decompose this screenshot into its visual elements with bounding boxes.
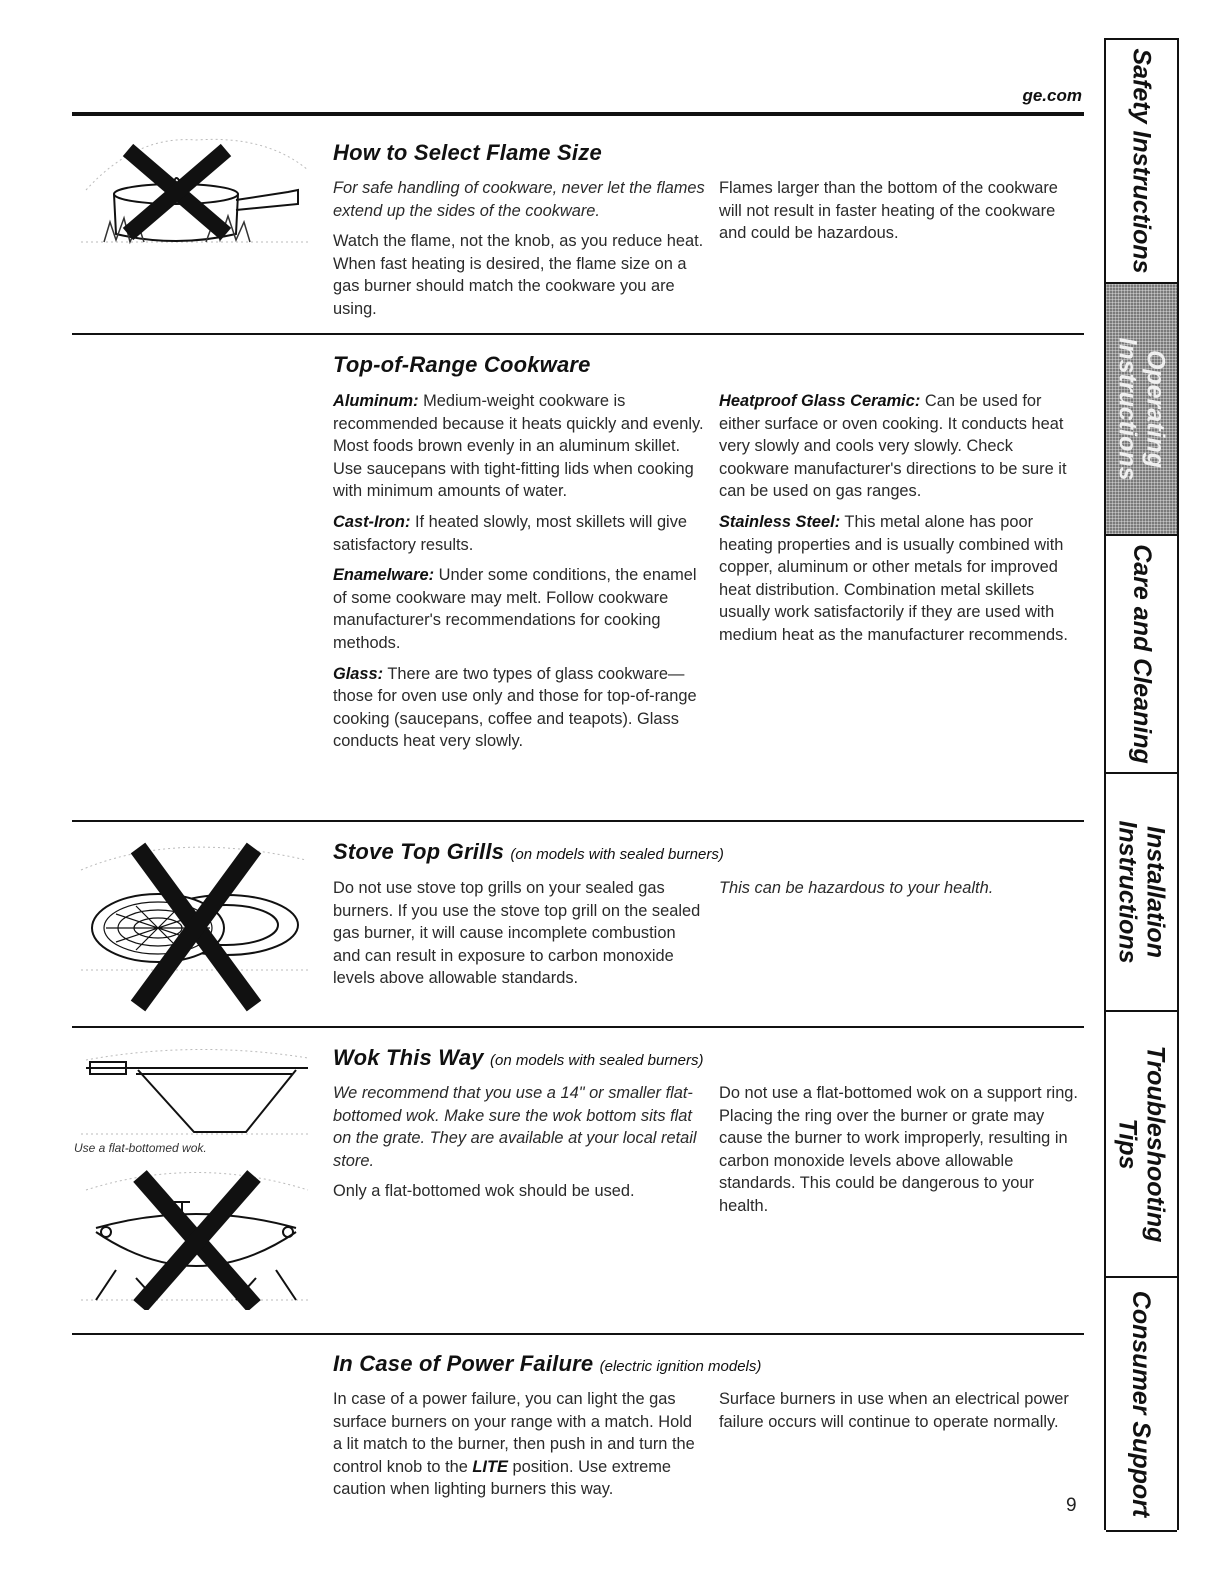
power-right-column bbox=[719, 1388, 1084, 1441]
wok-subtitle: (on models with sealed burners) bbox=[490, 1052, 704, 1069]
tab-label: Troubleshooting bbox=[1141, 1045, 1170, 1243]
castiron-paragraph bbox=[333, 511, 705, 556]
section-title-flame-size: How to Select Flame Size bbox=[333, 140, 602, 165]
aluminum-paragraph bbox=[333, 390, 705, 503]
section-title-cookware: Top-of-Range Cookware bbox=[333, 352, 591, 377]
enamel-text: Under some conditions, the enamel of some cookware may melt. Follow cookware manufacturer's recommendations for cooking methods. bbox=[333, 566, 697, 652]
tab-label-line2: Tips bbox=[1113, 1118, 1142, 1170]
tab-care-and-cleaning[interactable] bbox=[1106, 534, 1177, 772]
tab-troubleshooting-tips[interactable] bbox=[1106, 1010, 1177, 1276]
aluminum-text: Medium-weight cookware is recommended because it heats quickly and evenly. Most foods brown evenly in an aluminum skillet. Use saucepans with tight-fitting lids when cooking with minimum amounts of water. bbox=[333, 392, 704, 501]
page-number: 9 bbox=[1066, 1495, 1077, 1516]
grills-subtitle: (on models with sealed burners) bbox=[510, 846, 724, 863]
flame-right-column bbox=[719, 177, 1084, 253]
wok-only-text: Only a flat-bottomed wok should be used. bbox=[333, 1182, 635, 1201]
tab-safety-instructions[interactable] bbox=[1106, 38, 1177, 282]
section-title-power-failure bbox=[333, 1351, 761, 1377]
flame-too-large-illustration bbox=[76, 130, 316, 248]
steel-term: Stainless Steel: bbox=[719, 512, 841, 531]
castiron-term: Cast-Iron: bbox=[333, 512, 411, 531]
tab-label: Operating bbox=[1141, 349, 1170, 469]
lite-term: LITE bbox=[472, 1457, 508, 1476]
sidebar-tabs bbox=[1104, 38, 1179, 1530]
section-divider bbox=[72, 1333, 1084, 1335]
enamel-paragraph bbox=[333, 564, 705, 654]
flame-left-column bbox=[333, 177, 705, 329]
flat-bottomed-wok-illustration bbox=[76, 1040, 316, 1140]
wok-title: Wok This Way bbox=[333, 1045, 484, 1070]
wok-caption: Use a flat-bottomed wok. bbox=[74, 1141, 207, 1155]
power-title: In Case of Power Failure bbox=[333, 1351, 594, 1376]
power-subtitle: (electric ignition models) bbox=[599, 1358, 762, 1375]
grills-hazard-text: This can be hazardous to your health. bbox=[719, 879, 994, 897]
tab-label: Safety Instructions bbox=[1127, 48, 1156, 274]
grills-right-column bbox=[719, 877, 1084, 908]
wok-recommend-text: We recommend that you use a 14" or smaller flat-bottomed wok. Make sure the wok bottom sits flat on the grate. They are available at your local retail store. bbox=[333, 1084, 697, 1170]
tab-label-line2: Instructions bbox=[1113, 820, 1142, 964]
header-rule bbox=[72, 112, 1084, 116]
ceramic-term: Heatproof Glass Ceramic: bbox=[719, 392, 921, 410]
section-divider bbox=[72, 333, 1084, 335]
grills-title: Stove Top Grills bbox=[333, 839, 505, 864]
flame-hazard-text: Flames larger than the bottom of the cookware will not result in faster heating of the cookware and could be hazardous. bbox=[719, 179, 1058, 243]
glass-text: There are two types of glass cookware—those for oven use only and those for top-of-range cooking (saucepans, coffee and teapots). Glass conducts heat very slowly. bbox=[333, 664, 697, 751]
glass-term: Glass: bbox=[333, 664, 384, 683]
section-title-wok bbox=[333, 1045, 703, 1071]
ceramic-text: Can be used for either surface or oven cooking. It conducts heat very slowly and cools very slowly. Check cookware manufacturer's directions to be sure it can be used on gas ranges. bbox=[719, 392, 1067, 501]
cookware-right-column bbox=[719, 390, 1084, 655]
enamel-term: Enamelware: bbox=[333, 566, 435, 585]
wok-right-column bbox=[719, 1082, 1084, 1226]
tab-operating-instructions[interactable] bbox=[1106, 282, 1177, 534]
cookware-left-column bbox=[333, 390, 705, 761]
stove-top-grill-prohibited-illustration bbox=[76, 830, 316, 1015]
tab-label: Consumer Support bbox=[1127, 1290, 1156, 1518]
power-text-before: In case of a power failure, you can light the gas surface burners on your range with a match. Hold a lit match to the burner, then push in and turn the control knob to the bbox=[333, 1390, 695, 1476]
steel-text: This metal alone has poor heating properties and is usually combined with copper, aluminum or other metals for improved heat distribution. Combination metal skillets usually work satisfactorily if they are used with medium heat as the manufacturer recommends. bbox=[719, 512, 1068, 644]
section-divider bbox=[72, 1026, 1084, 1028]
section-title-stove-top-grills bbox=[333, 839, 724, 865]
ceramic-paragraph bbox=[719, 390, 1084, 503]
tab-installation-instructions[interactable] bbox=[1106, 772, 1177, 1010]
grills-body-text: Do not use stove top grills on your sealed gas burners. If you use the stove top grill on the sealed gas burner, it will cause incomplete combustion and can result in exposure to carbon monoxide levels above allowable standards. bbox=[333, 879, 701, 988]
tab-label: Care and Cleaning bbox=[1127, 544, 1156, 764]
site-url: ge.com bbox=[1022, 86, 1082, 105]
castiron-text: If heated slowly, most skillets will give satisfactory results. bbox=[333, 512, 688, 554]
grills-left-column bbox=[333, 877, 705, 998]
tab-label: Installation bbox=[1141, 826, 1170, 958]
round-wok-prohibited-illustration bbox=[76, 1160, 316, 1310]
power-normal-text: Surface burners in use when an electrical power failure occurs will continue to operate normally. bbox=[719, 1390, 1069, 1431]
tab-label-line2: Instructions bbox=[1113, 337, 1142, 481]
power-left-column bbox=[333, 1388, 705, 1509]
tab-consumer-support[interactable] bbox=[1106, 1276, 1177, 1532]
flame-warning-text: For safe handling of cookware, never let the flames extend up the sides of the cookware. bbox=[333, 179, 705, 220]
wok-warning-text: Do not use a flat-bottomed wok on a support ring. Placing the ring over the burner or grate may cause the burner to work improperly, resulting in carbon monoxide levels above allowable standards. This could be dangerous to your health. bbox=[719, 1084, 1078, 1215]
power-body-text bbox=[333, 1388, 705, 1501]
wok-left-column bbox=[333, 1082, 705, 1211]
glass-paragraph bbox=[333, 663, 705, 753]
flame-body-text: Watch the flame, not the knob, as you reduce heat. When fast heating is desired, the flame size on a gas burner should match the cookware you are using. bbox=[333, 232, 704, 318]
steel-paragraph bbox=[719, 511, 1084, 647]
power-text-after: position. Use extreme caution when lighting burners this way. bbox=[333, 1457, 672, 1499]
section-divider bbox=[72, 820, 1084, 822]
aluminum-term: Aluminum: bbox=[333, 392, 419, 410]
